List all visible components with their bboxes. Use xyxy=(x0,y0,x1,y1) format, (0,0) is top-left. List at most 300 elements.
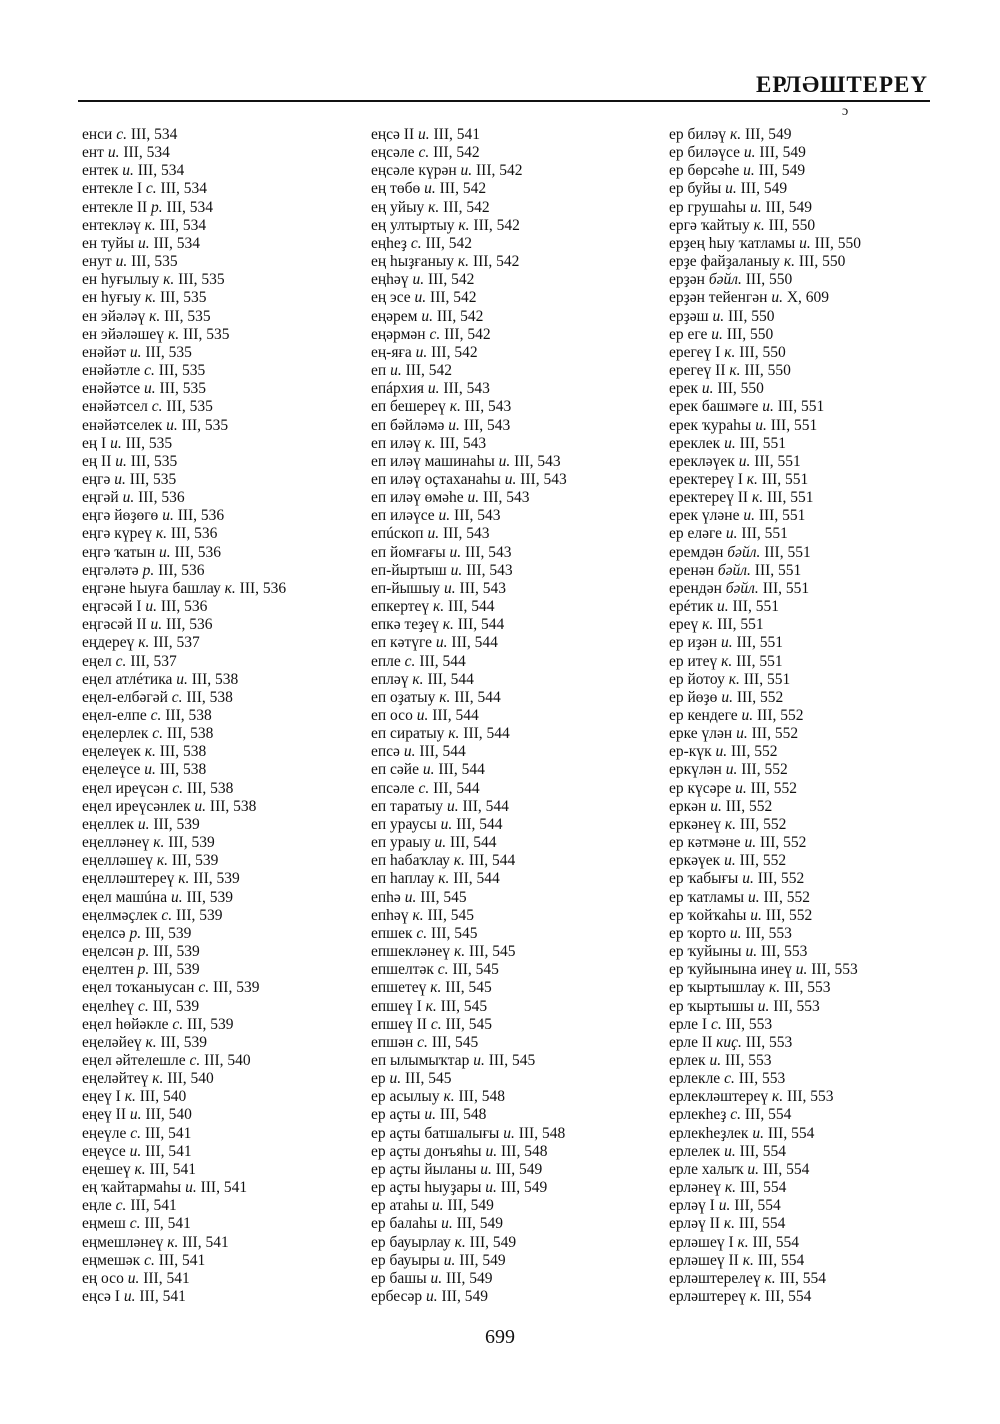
index-entry xyxy=(371,544,567,562)
index-column-3 xyxy=(669,126,861,1306)
index-entry xyxy=(669,725,861,743)
entry-word: еңһәү xyxy=(371,271,409,289)
index-entry xyxy=(371,1197,567,1215)
entry-part-of-speech: с. xyxy=(115,1197,127,1215)
entry-reference: III, 550 xyxy=(739,343,786,361)
entry-part-of-speech: и. xyxy=(144,380,156,398)
entry-word: еңелһеү xyxy=(82,997,135,1015)
entry-part-of-speech: и. xyxy=(757,997,770,1015)
entry-part-of-speech: и. xyxy=(444,579,456,597)
entry-word: еңгәләтә xyxy=(82,561,139,579)
entry-part-of-speech: к. xyxy=(153,834,165,852)
entry-reference: III, 541 xyxy=(158,1251,206,1269)
entry-part-of-speech: к. xyxy=(144,289,157,307)
entry-part-of-speech: и. xyxy=(431,1197,444,1215)
entry-word: еңелләнеү xyxy=(82,834,150,852)
entry-reference: III, 552 xyxy=(736,688,784,706)
index-entry xyxy=(82,1161,286,1179)
entry-part-of-speech: и. xyxy=(480,1160,492,1178)
entry-part-of-speech: и. xyxy=(799,234,811,252)
entry-word: ерекләүек xyxy=(669,452,735,470)
entry-reference: III, 553 xyxy=(811,961,858,979)
index-entry xyxy=(669,889,861,907)
index-entry xyxy=(669,852,861,870)
entry-reference: III, 543 xyxy=(439,434,487,452)
entry-part-of-speech: и. xyxy=(107,144,120,162)
entry-word: ер ҡыртышы xyxy=(669,997,754,1015)
entry-reference: III, 542 xyxy=(444,325,491,343)
entry-part-of-speech: и. xyxy=(443,1251,456,1269)
entry-word: еңелеүек xyxy=(82,743,141,761)
entry-part-of-speech: и. xyxy=(412,271,425,289)
index-entry xyxy=(371,344,567,362)
entry-part-of-speech: к. xyxy=(723,1215,736,1233)
entry-reference: III, 534 xyxy=(137,162,185,180)
entry-word: епшелтәк xyxy=(371,961,434,979)
entry-part-of-speech: и. xyxy=(435,634,448,652)
entry-word: еңеүсе xyxy=(82,1142,126,1160)
entry-word: ең ултыртыу xyxy=(371,216,455,234)
entry-part-of-speech: к. xyxy=(724,1179,736,1197)
entry-part-of-speech: и. xyxy=(446,797,459,815)
entry-part-of-speech: и. xyxy=(427,525,440,543)
entry-word: еп ураыу xyxy=(371,834,431,852)
index-entry xyxy=(371,1252,567,1270)
entry-part-of-speech: к. xyxy=(724,815,736,833)
index-entry xyxy=(669,653,861,671)
entry-word: еп иләү өмәһе xyxy=(371,489,464,507)
entry-part-of-speech: к. xyxy=(728,670,740,688)
index-entry xyxy=(669,816,861,834)
entry-word: ең һыҙғаныу xyxy=(371,253,455,271)
entry-word: епһә xyxy=(371,888,401,906)
index-entry xyxy=(371,562,567,580)
entry-part-of-speech: к. xyxy=(145,1033,157,1051)
index-entry xyxy=(82,725,286,743)
entry-word: епшетеү xyxy=(371,979,427,997)
entry-part-of-speech: к. xyxy=(428,198,440,216)
entry-part-of-speech: к. xyxy=(412,906,424,924)
index-entry xyxy=(82,943,286,961)
entry-reference: III, 549 xyxy=(441,1288,488,1305)
entry-part-of-speech: и. xyxy=(403,743,416,761)
entry-part-of-speech: и. xyxy=(185,1179,197,1197)
index-entry xyxy=(669,289,861,307)
entry-part-of-speech: с. xyxy=(404,652,416,670)
entry-part-of-speech: к. xyxy=(742,1251,754,1269)
entry-word: еп xyxy=(371,362,387,380)
entry-word: епáрхия xyxy=(371,380,424,398)
entry-reference: III, 536 xyxy=(170,525,218,543)
entry-part-of-speech: киҫ. xyxy=(716,1033,742,1051)
index-entry xyxy=(669,743,861,761)
entry-reference: III, 534 xyxy=(160,180,208,198)
index-entry xyxy=(669,1215,861,1233)
entry-word: епсәле xyxy=(371,779,415,797)
index-entry xyxy=(82,743,286,761)
entry-part-of-speech: с. xyxy=(151,398,163,416)
entry-reference: III, 534 xyxy=(166,198,214,216)
entry-word: ер итеү xyxy=(669,652,718,670)
entry-reference: III, 552 xyxy=(730,743,778,761)
entry-word: ер ҡойҡаһы xyxy=(669,906,747,924)
index-entry xyxy=(82,289,286,307)
entry-word: ең эсе xyxy=(371,289,411,307)
entry-part-of-speech: и. xyxy=(425,1288,438,1305)
index-entry xyxy=(82,507,286,525)
entry-word: ерле I xyxy=(669,1015,708,1033)
entry-reference: III, 550 xyxy=(726,325,774,343)
entry-word: ереклек xyxy=(669,434,721,452)
entry-part-of-speech: и. xyxy=(115,253,128,271)
entry-reference: III, 551 xyxy=(754,561,802,579)
entry-reference: III, 552 xyxy=(757,870,805,888)
index-entry xyxy=(669,144,861,162)
entry-reference: III, 536 xyxy=(174,543,222,561)
entry-reference: III, 554 xyxy=(739,1179,787,1197)
index-entry xyxy=(669,453,861,471)
entry-part-of-speech: с. xyxy=(172,779,184,797)
entry-reference: III, 544 xyxy=(427,670,474,688)
entry-reference: III, 543 xyxy=(514,452,561,470)
entry-part-of-speech: к. xyxy=(702,616,714,634)
index-entry xyxy=(82,798,286,816)
entry-part-of-speech: и. xyxy=(738,452,751,470)
entry-reference: III, 553 xyxy=(738,1070,786,1088)
entry-part-of-speech: с. xyxy=(171,688,183,706)
entry-word: еңелләштереү xyxy=(82,870,175,888)
entry-reference: III, 545 xyxy=(427,906,474,924)
entry-word: еп ылымыҡтар xyxy=(371,1051,470,1069)
entry-reference: III, 539 xyxy=(212,979,260,997)
index-entry xyxy=(371,943,567,961)
entry-part-of-speech: с. xyxy=(416,924,428,942)
entry-word: ерләштерелеү xyxy=(669,1269,761,1287)
entry-part-of-speech: с. xyxy=(710,1015,722,1033)
entry-reference: III, 539 xyxy=(186,888,233,906)
entry-reference: III, 553 xyxy=(760,943,808,961)
entry-reference: III, 539 xyxy=(152,997,200,1015)
entry-reference: III, 545 xyxy=(452,961,499,979)
index-entry xyxy=(82,435,286,453)
entry-reference: III, 536 xyxy=(239,579,287,597)
entry-part-of-speech: к. xyxy=(737,1233,749,1251)
index-entry xyxy=(82,398,286,416)
entry-part-of-speech: и. xyxy=(438,507,451,525)
entry-reference: III, 550 xyxy=(798,253,846,271)
index-entry xyxy=(82,344,286,362)
entry-part-of-speech: к. xyxy=(156,852,168,870)
index-entry xyxy=(82,235,286,253)
entry-reference: III, 542 xyxy=(473,216,520,234)
index-entry xyxy=(82,761,286,779)
entry-word: ер аҫты һыуҙары xyxy=(371,1179,482,1197)
page-number: 699 xyxy=(485,1326,515,1348)
entry-word: епһәү xyxy=(371,906,409,924)
entry-word: еңһеҙ xyxy=(371,234,407,252)
entry-reference: III, 545 xyxy=(445,979,492,997)
entry-part-of-speech: и. xyxy=(503,1124,515,1142)
index-entry xyxy=(82,453,286,471)
index-entry xyxy=(82,126,286,144)
index-entry xyxy=(669,1034,861,1052)
index-entry xyxy=(371,1034,567,1052)
index-entry xyxy=(82,1088,286,1106)
entry-reference: III, 549 xyxy=(446,1269,493,1287)
entry-reference: III, 544 xyxy=(454,688,501,706)
entry-reference: III, 550 xyxy=(745,271,793,289)
entry-reference: III, 541 xyxy=(182,1233,229,1251)
entry-word: ерегеү II xyxy=(669,362,726,380)
entry-word: ерек xyxy=(669,380,699,398)
entry-reference: III, 539 xyxy=(144,924,192,942)
entry-word: ерҙән xyxy=(669,271,705,289)
entry-reference: III, 554 xyxy=(767,1124,815,1142)
index-entry xyxy=(669,1234,861,1252)
entry-part-of-speech: к. xyxy=(152,1070,164,1088)
entry-part-of-speech: к. xyxy=(453,852,465,870)
index-entry xyxy=(669,925,861,943)
entry-word: ерек үләне xyxy=(669,507,740,525)
entry-part-of-speech: и. xyxy=(389,1070,402,1088)
entry-part-of-speech: и. xyxy=(127,1269,140,1287)
entry-reference: III, 553 xyxy=(783,979,831,997)
entry-word: еңсәле xyxy=(371,144,415,162)
entry-word: еп иләү оҫтаханаһы xyxy=(371,470,501,488)
index-entry xyxy=(669,1197,861,1215)
entry-reference: III, 536 xyxy=(138,489,185,507)
entry-reference: III, 544 xyxy=(448,598,495,616)
index-entry xyxy=(669,671,861,689)
entry-word: еп иләү машинаһы xyxy=(371,452,495,470)
entry-word: ентекле II xyxy=(82,198,148,216)
index-entry xyxy=(82,471,286,489)
entry-word: епшекләнеү xyxy=(371,943,451,961)
entry-reference: X, 609 xyxy=(786,289,830,307)
entry-word: ерлек xyxy=(669,1051,706,1069)
entry-reference: III, 535 xyxy=(131,253,178,271)
entry-reference: III, 549 xyxy=(469,1233,517,1251)
entry-part-of-speech: с. xyxy=(129,1215,141,1233)
entry-reference: III, 539 xyxy=(160,1033,207,1051)
entry-reference: III, 534 xyxy=(130,126,178,143)
entry-reference: III, 539 xyxy=(187,1015,234,1033)
entry-reference: III, 541 xyxy=(200,1179,248,1197)
entry-reference: III, 548 xyxy=(518,1124,566,1142)
entry-reference: III, 554 xyxy=(752,1233,800,1251)
entry-reference: III, 545 xyxy=(405,1070,452,1088)
entry-reference: III, 542 xyxy=(472,253,520,271)
entry-reference: III, 552 xyxy=(739,815,787,833)
entry-word: еңел атлéтика xyxy=(82,670,173,688)
entry-reference: III, 549 xyxy=(500,1179,548,1197)
index-entry xyxy=(371,525,567,543)
entry-word: еркүлән xyxy=(669,761,722,779)
index-entry xyxy=(669,253,861,271)
entry-reference: III, 544 xyxy=(451,634,498,652)
entry-word: ер аҫты батшалығы xyxy=(371,1124,500,1142)
entry-word: ерлекһеҙ xyxy=(669,1106,727,1124)
entry-part-of-speech: с. xyxy=(116,126,127,143)
index-entry xyxy=(669,961,861,979)
entry-word: епшек xyxy=(371,924,413,942)
entry-part-of-speech: с. xyxy=(198,979,210,997)
index-entry xyxy=(82,671,286,689)
index-entry xyxy=(371,1125,567,1143)
entry-word: ер күсәре xyxy=(669,779,732,797)
index-entry xyxy=(371,162,567,180)
entry-part-of-speech: и. xyxy=(450,561,463,579)
entry-word: енут xyxy=(82,253,112,271)
entry-part-of-speech: и. xyxy=(755,416,767,434)
entry-word: ең II xyxy=(82,452,112,470)
index-entry xyxy=(82,1215,286,1233)
index-entry xyxy=(371,1143,567,1161)
index-entry xyxy=(82,162,286,180)
entry-word: ент xyxy=(82,144,104,162)
entry-part-of-speech: и. xyxy=(725,525,738,543)
index-entry xyxy=(669,362,861,380)
entry-word: ерендән xyxy=(669,579,722,597)
index-entry xyxy=(82,1052,286,1070)
entry-part-of-speech: и. xyxy=(485,1179,497,1197)
entry-part-of-speech: к. xyxy=(224,579,236,597)
entry-part-of-speech: и. xyxy=(421,307,433,325)
entry-part-of-speech: и. xyxy=(123,1288,136,1305)
entry-word: еңле xyxy=(82,1197,112,1215)
entry-part-of-speech: к. xyxy=(438,870,450,888)
entry-reference: III, 551 xyxy=(758,507,806,525)
index-entry xyxy=(669,1088,861,1106)
entry-word: епшеү II xyxy=(371,1015,427,1033)
index-entry xyxy=(371,725,567,743)
entry-reference: III, 536 xyxy=(160,598,208,616)
entry-reference: III, 544 xyxy=(457,616,505,634)
entry-part-of-speech: с. xyxy=(138,997,149,1015)
index-entry xyxy=(669,525,861,543)
entry-reference: III, 549 xyxy=(740,180,788,198)
entry-part-of-speech: к. xyxy=(729,362,741,380)
entry-word: еп таратыу xyxy=(371,797,444,815)
index-entry xyxy=(669,162,861,180)
entry-word: ер биләүсе xyxy=(669,144,740,162)
entry-reference: III, 544 xyxy=(468,852,516,870)
entry-part-of-speech: к. xyxy=(749,1288,762,1305)
index-column-2 xyxy=(371,126,567,1306)
entry-part-of-speech: бәйл. xyxy=(725,579,759,597)
entry-word: енәйәтле xyxy=(82,362,141,380)
entry-part-of-speech: и. xyxy=(176,670,188,688)
index-entry xyxy=(371,761,567,779)
index-entry xyxy=(371,1161,567,1179)
entry-reference: III, 542 xyxy=(425,234,472,252)
entry-word: епшән xyxy=(371,1033,414,1051)
entry-part-of-speech: к. xyxy=(772,1088,784,1106)
entry-reference: III, 541 xyxy=(144,1215,191,1233)
entry-part-of-speech: к. xyxy=(443,1088,455,1106)
entry-part-of-speech: к. xyxy=(433,598,445,616)
index-entry xyxy=(669,761,861,779)
entry-part-of-speech: и. xyxy=(144,761,156,779)
entry-part-of-speech: бәйл. xyxy=(717,561,751,579)
entry-part-of-speech: с. xyxy=(418,779,430,797)
index-entry xyxy=(371,1215,567,1233)
entry-reference: III, 544 xyxy=(449,834,497,852)
entry-part-of-speech: и. xyxy=(504,470,517,488)
entry-word: епшеү I xyxy=(371,997,422,1015)
entry-part-of-speech: с. xyxy=(429,325,441,343)
entry-word: епкә теҙеү xyxy=(371,616,439,634)
entry-reference: III, 541 xyxy=(149,1160,197,1178)
entry-reference: III, 535 xyxy=(129,470,177,488)
entry-part-of-speech: р. xyxy=(142,561,155,579)
entry-part-of-speech: и. xyxy=(743,507,755,525)
entry-word: еп иләү xyxy=(371,434,421,452)
entry-part-of-speech: и. xyxy=(110,434,122,452)
index-entry xyxy=(669,326,861,344)
entry-word: ерéтик xyxy=(669,598,714,616)
entry-word: ер аҫты донъяһы xyxy=(371,1142,482,1160)
entry-word: еңгә ҡатын xyxy=(82,543,156,561)
entry-part-of-speech: и. xyxy=(194,797,207,815)
entry-part-of-speech: к. xyxy=(430,979,442,997)
index-entry xyxy=(82,1143,286,1161)
entry-part-of-speech: и. xyxy=(750,906,762,924)
entry-word: ер ҡорто xyxy=(669,924,727,942)
index-entry xyxy=(82,580,286,598)
entry-reference: III, 534 xyxy=(159,216,207,234)
entry-part-of-speech: и. xyxy=(743,162,755,180)
entry-word: ерләшеү I xyxy=(669,1233,734,1251)
entry-reference: III, 535 xyxy=(182,325,230,343)
entry-part-of-speech: и. xyxy=(115,452,127,470)
entry-reference: III, 538 xyxy=(191,670,239,688)
entry-word: еңел тоҡаныусан xyxy=(82,979,195,997)
entry-part-of-speech: с. xyxy=(418,144,430,162)
entry-part-of-speech: бәйл. xyxy=(708,271,742,289)
index-entry xyxy=(669,998,861,1016)
index-entry xyxy=(669,235,861,253)
index-entry xyxy=(82,1288,286,1306)
entry-part-of-speech: и. xyxy=(414,289,427,307)
entry-word: ең I xyxy=(82,434,107,452)
entry-part-of-speech: и. xyxy=(725,761,738,779)
index-entry xyxy=(371,707,567,725)
entry-word: ер аҫты xyxy=(371,1106,421,1124)
entry-part-of-speech: бәйл. xyxy=(727,543,761,561)
index-entry xyxy=(371,1270,567,1288)
entry-reference: III, 542 xyxy=(430,289,477,307)
index-entry xyxy=(82,1070,286,1088)
entry-reference: III, 551 xyxy=(717,616,764,634)
index-entry xyxy=(669,398,861,416)
entry-word: ер бауыры xyxy=(371,1251,440,1269)
entry-reference: III, 545 xyxy=(431,924,478,942)
entry-part-of-speech: и. xyxy=(422,761,435,779)
index-entry xyxy=(371,126,567,144)
entry-word: ен һуғылыу xyxy=(82,271,160,289)
entry-word: ерләү I xyxy=(669,1197,715,1215)
index-entry xyxy=(371,961,567,979)
entry-reference: III, 551 xyxy=(736,634,783,652)
index-entry xyxy=(669,1106,861,1124)
entry-word: еп-йышыу xyxy=(371,579,441,597)
entry-reference: III, 535 xyxy=(159,380,207,398)
entry-part-of-speech: с. xyxy=(130,1124,142,1142)
entry-reference: III, 538 xyxy=(186,779,234,797)
entry-reference: III, 544 xyxy=(432,707,479,724)
entry-part-of-speech: и. xyxy=(743,144,756,162)
